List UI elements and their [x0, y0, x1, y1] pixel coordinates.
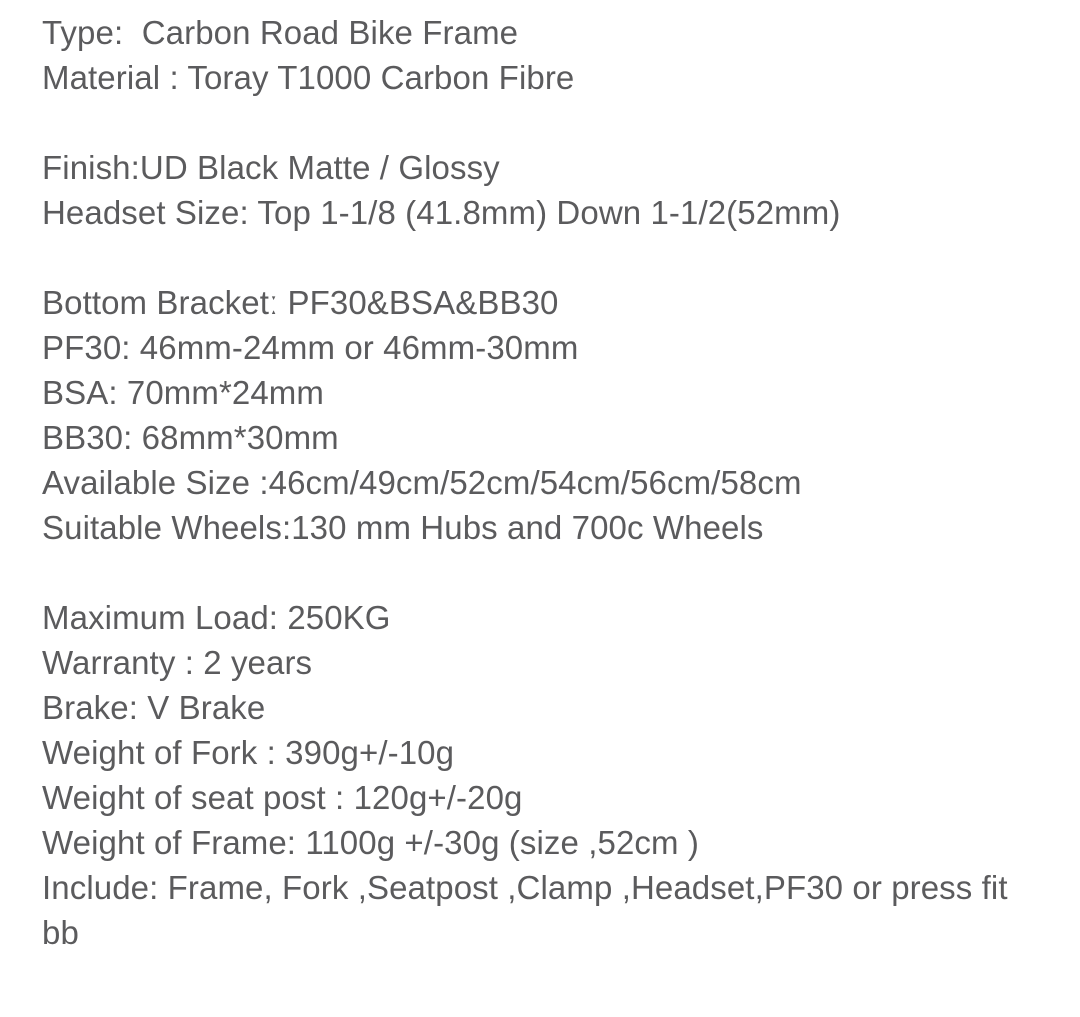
spec-block-specs: [42, 595, 1040, 955]
spec-line-brake: Brake: V Brake: [42, 689, 266, 726]
spec-line-weight-of-seat-post: Weight of seat post : 120g+/-20g: [42, 779, 523, 816]
spec-line-material: Material : Toray T1000 Carbon Fibre: [42, 59, 575, 96]
spec-block-finish: [42, 145, 1040, 235]
spec-line-maximum-load: Maximum Load: 250KG: [42, 599, 391, 636]
spec-block-bottom-bracket: [42, 280, 1040, 550]
spec-line-bsa: BSA: 70mm*24mm: [42, 374, 324, 411]
spec-line-pf30: PF30: 46mm-24mm or 46mm-30mm: [42, 329, 579, 366]
spec-line-weight-of-frame: Weight of Frame: 1100g +/-30g (size ,52cm ): [42, 824, 699, 861]
spec-block-general: [42, 10, 1040, 100]
spec-line-warranty: Warranty : 2 years: [42, 644, 313, 681]
spec-line-bottom-bracket: Bottom Bracketː PF30&BSA&BB30: [42, 284, 559, 321]
spec-line-type: Type: Carbon Road Bike Frame: [42, 14, 519, 51]
spec-line-weight-of-fork: Weight of Fork : 390g+/-10g: [42, 734, 455, 771]
spec-line-bb30: BB30: 68mm*30mm: [42, 419, 339, 456]
spec-line-include: Include: Frame, Fork ,Seatpost ,Clamp ,Headset,PF30 or press fit bb: [42, 869, 1017, 951]
spec-line-suitable-wheels: Suitable Wheels:130 mm Hubs and 700c Wheels: [42, 509, 764, 546]
spec-line-headset-size: Headset Size: Top 1-1/8 (41.8mm) Down 1-1/2(52mm): [42, 194, 841, 231]
spec-block-divider: [42, 235, 1040, 280]
spec-line-available-size: Available Size :46cm/49cm/52cm/54cm/56cm/58cm: [42, 464, 802, 501]
spec-block-divider: [42, 100, 1040, 145]
spec-block-divider: [42, 550, 1040, 595]
spec-line-finish: Finish:UD Black Matte / Glossy: [42, 149, 500, 186]
